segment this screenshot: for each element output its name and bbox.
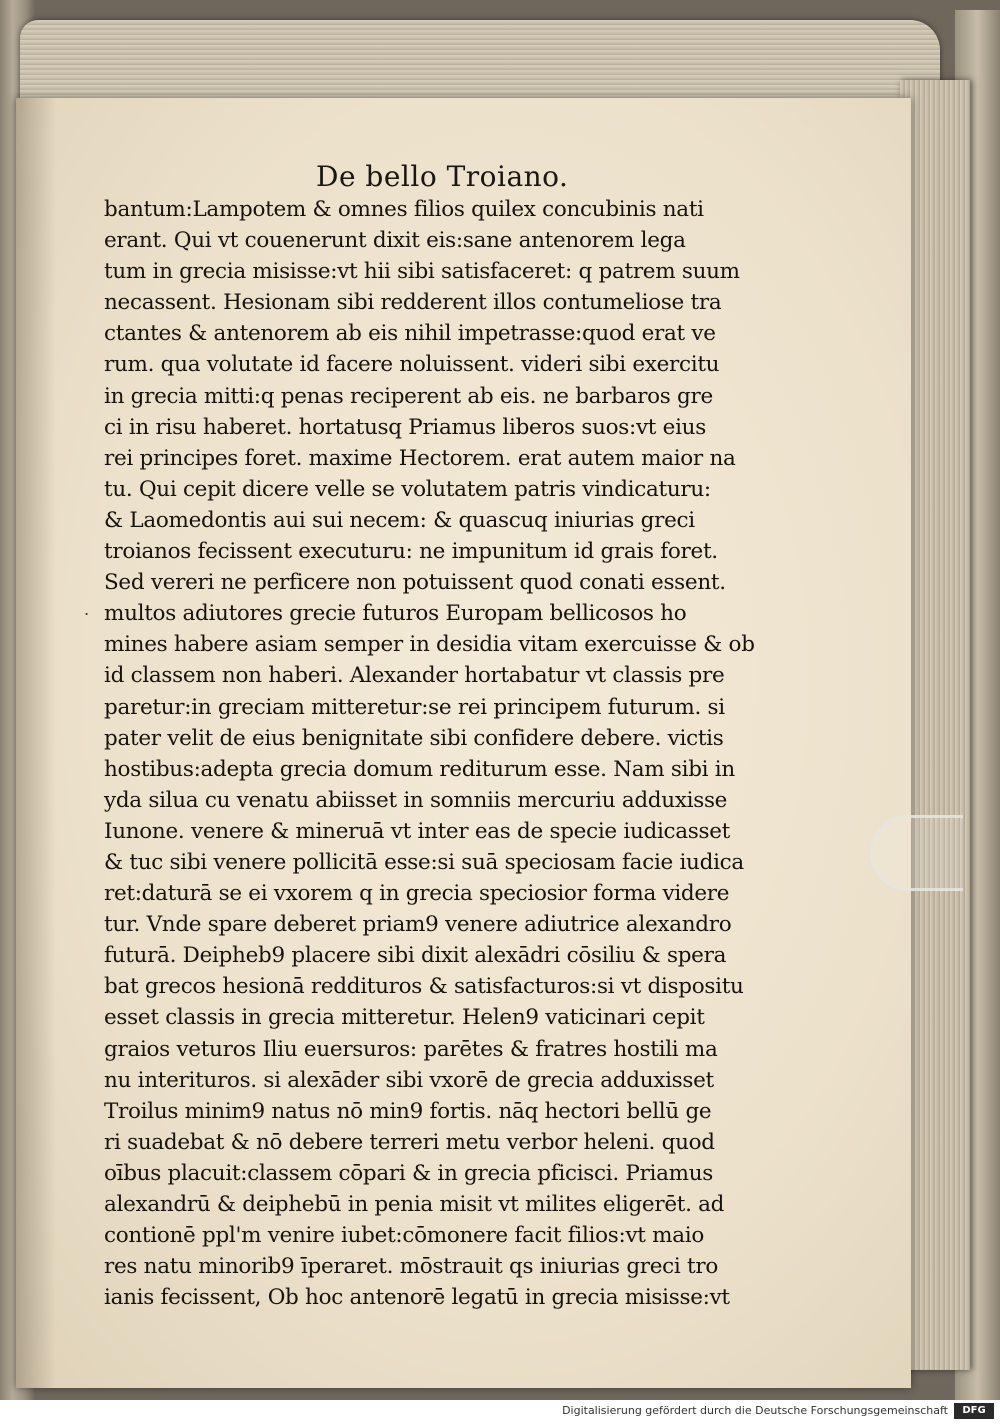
- text-line: Troilus minim9 natus nō min9 fortis. nāq hectori bellū ge: [104, 1098, 712, 1124]
- footer-credit: Digitalisierung gefördert durch die Deutsche Forschungsgemeinschaft: [562, 1404, 948, 1417]
- text-line: ci in risu haberet. hortatusq Priamus liberos suos:vt eius: [104, 414, 706, 440]
- text-line: ianis fecissent, Ob hoc antenorē legatū in grecia misisse:vt: [104, 1285, 730, 1311]
- book-page: [16, 98, 911, 1388]
- text-line: tum in grecia misisse:vt hii sibi satisfaceret: q patrem suum: [104, 259, 740, 285]
- text-line: tur. Vnde spare deberet priam9 venere adiutrice alexandro: [104, 912, 732, 938]
- text-line: mines habere asiam semper in desidia vitam exercuisse & ob: [104, 632, 755, 658]
- text-line: & Laomedontis aui sui necem: & quascuq iniurias greci: [104, 507, 695, 533]
- text-line: yda silua cu venatu abiisset in somniis mercuriu adduxisse: [104, 787, 728, 813]
- text-line: Sed vereri ne perficere non potuissent quod conati essent.: [104, 570, 726, 596]
- text-line: bantum:Lampotem & omnes filios quilex concubinis nati: [104, 197, 704, 222]
- text-line: & tuc sibi venere pollicitā esse:si suā speciosam facie iudica: [104, 849, 744, 875]
- text-block: [104, 194, 755, 1313]
- text-line: necassent. Hesionam sibi redderent illos contumeliose tra: [104, 290, 722, 316]
- margin-mark: .: [84, 600, 90, 619]
- page-clip: [870, 815, 963, 891]
- text-line: multos adiutores grecie futuros Europam bellicosos ho: [104, 601, 687, 627]
- text-line: in grecia mitti:q penas reciperent ab eis. ne barbaros gre: [104, 383, 713, 409]
- text-line: res natu minorib9 īperaret. mōstrauit qs iniurias greci tro: [104, 1254, 718, 1280]
- dfg-logo: DFG: [954, 1403, 994, 1419]
- text-line: oībus placuit:classem cōpari & in grecia pficisci. Priamus: [104, 1160, 714, 1186]
- text-line: ri suadebat & nō debere terreri metu verbor heleni. quod: [104, 1129, 715, 1155]
- text-line: pater velit de eius benignitate sibi confidere debere. victis: [104, 725, 724, 751]
- text-line: graios veturos Iliu euersuros: parētes & fratres hostili ma: [104, 1036, 718, 1062]
- text-line: bat grecos hesionā reddituros & satisfacturos:si vt dispositu: [104, 974, 744, 1000]
- text-line: tu. Qui cepit dicere velle se volutatem patris vindicaturu:: [104, 476, 711, 502]
- text-line: erant. Qui vt couenerunt dixit eis:sane antenorem lega: [104, 228, 686, 254]
- text-line: id classem non haberi. Alexander hortabatur vt classis pre: [104, 663, 725, 689]
- footer-bar: [0, 1400, 1000, 1424]
- text-line: ret:daturā se ei vxorem q in grecia speciosior forma videre: [104, 881, 730, 907]
- text-line: nu interituros. si alexāder sibi vxorē de grecia adduxisset: [104, 1067, 714, 1093]
- text-line: rum. qua volutate id facere noluissent. videri sibi exercitu: [104, 352, 720, 378]
- text-line: Iunone. venere & mineruā vt inter eas de specie iudicasset: [104, 818, 731, 844]
- text-line: esset classis in grecia mitteretur. Helen9 vaticinari cepit: [104, 1005, 705, 1031]
- text-line: ctantes & antenorem ab eis nihil impetrasse:quod erat ve: [104, 321, 716, 347]
- text-line: hostibus:adepta grecia domum rediturum esse. Nam sibi in: [104, 756, 735, 782]
- text-line: alexandrū & deiphebū in penia misit vt milites eligerēt. ad: [104, 1192, 725, 1217]
- text-line: paretur:in greciam mitteretur:se rei principem futurum. si: [104, 694, 725, 720]
- text-line: futurā. Deipheb9 placere sibi dixit alexādri cōsiliu & spera: [104, 943, 727, 969]
- text-line: troianos fecissent executuru: ne impunitum id grais foret.: [104, 539, 718, 565]
- text-line: rei principes foret. maxime Hectorem. erat autem maior na: [104, 445, 736, 471]
- gutter-shadow: [16, 98, 56, 1388]
- text-line: contionē ppl'm venire iubet:cōmonere facit filios:vt maio: [104, 1223, 704, 1249]
- page-edges-top: [20, 20, 940, 110]
- running-head: De bello Troiano.: [316, 160, 569, 193]
